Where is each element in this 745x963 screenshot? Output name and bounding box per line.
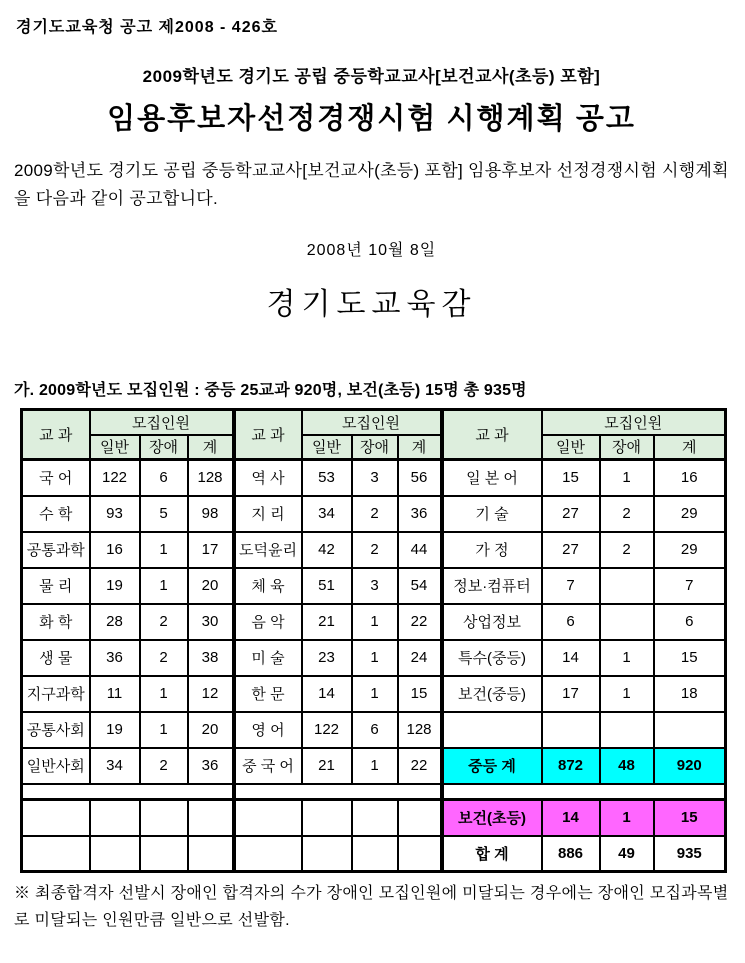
count-cell: 17 [542,676,600,712]
count-cell: 53 [302,460,352,496]
recruitment-table [20,408,727,873]
count-cell: 93 [90,496,140,532]
count-cell: 34 [90,748,140,784]
count-cell: 18 [654,676,726,712]
subtotal-count-cell: 920 [654,748,726,784]
header-general: 일반 [542,435,600,460]
subject-cell: 중 국 어 [234,748,302,784]
table-row [22,712,726,748]
subject-cell: 생 물 [22,640,90,676]
count-cell: 5 [140,496,188,532]
count-cell: 22 [398,604,442,640]
subject-cell: 기 술 [442,496,542,532]
spacer-cell [22,784,234,800]
count-cell: 20 [188,712,234,748]
count-cell: 27 [542,532,600,568]
subject-cell: 특수(중등) [442,640,542,676]
subject-cell: 정보·컴퓨터 [442,568,542,604]
table-row [22,676,726,712]
count-cell [600,712,654,748]
empty-cell [90,836,140,872]
header-recruit: 모집인원 [542,410,726,435]
header-recruit: 모집인원 [90,410,234,435]
grand-total-row [22,836,726,872]
header-total: 계 [188,435,234,460]
subject-cell: 수 학 [22,496,90,532]
subject-cell [442,712,542,748]
health-total-row [22,800,726,836]
subject-cell: 화 학 [22,604,90,640]
subject-cell: 공통사회 [22,712,90,748]
empty-cell [352,800,398,836]
empty-cell [234,800,302,836]
count-cell: 30 [188,604,234,640]
table-row [22,640,726,676]
subject-cell: 일 본 어 [442,460,542,496]
page-title: 임용후보자선정경쟁시험 시행계획 공고 [107,103,636,135]
count-cell: 24 [398,640,442,676]
grand-total-count-cell: 49 [600,836,654,872]
health-count-cell: 15 [654,800,726,836]
table-row [22,496,726,532]
subtotal-count-cell: 48 [600,748,654,784]
count-cell: 15 [542,460,600,496]
count-cell: 122 [302,712,352,748]
table-subheader-row [22,435,726,460]
count-cell: 2 [352,532,398,568]
count-cell: 7 [542,568,600,604]
count-cell: 1 [140,532,188,568]
count-cell: 1 [140,568,188,604]
count-cell: 22 [398,748,442,784]
count-cell: 38 [188,640,234,676]
count-cell: 128 [398,712,442,748]
count-cell [654,712,726,748]
empty-cell [234,836,302,872]
grand-total-count-cell: 935 [654,836,726,872]
subject-cell: 물 리 [22,568,90,604]
subject-cell: 지 리 [234,496,302,532]
count-cell: 34 [302,496,352,532]
count-cell [542,712,600,748]
header-subject: 교 과 [22,410,90,460]
count-cell: 1 [140,712,188,748]
subject-cell: 미 술 [234,640,302,676]
subject-cell: 일반사회 [22,748,90,784]
spacer-row [22,784,726,800]
header-subject: 교 과 [234,410,302,460]
count-cell: 128 [188,460,234,496]
count-cell: 1 [600,460,654,496]
count-cell: 27 [542,496,600,532]
header-total: 계 [398,435,442,460]
count-cell: 2 [600,496,654,532]
count-cell: 1 [600,640,654,676]
count-cell: 20 [188,568,234,604]
grand-total-count-cell: 886 [542,836,600,872]
count-cell: 17 [188,532,234,568]
header-recruit: 모집인원 [302,410,442,435]
empty-cell [188,836,234,872]
count-cell: 28 [90,604,140,640]
table-row [22,532,726,568]
empty-cell [22,800,90,836]
health-count-cell: 14 [542,800,600,836]
count-cell: 51 [302,568,352,604]
count-cell: 6 [654,604,726,640]
count-cell: 6 [542,604,600,640]
count-cell: 1 [352,676,398,712]
subject-cell: 체 육 [234,568,302,604]
count-cell: 6 [352,712,398,748]
count-cell: 14 [542,640,600,676]
count-cell: 2 [140,748,188,784]
empty-cell [22,836,90,872]
count-cell: 12 [188,676,234,712]
count-cell: 21 [302,748,352,784]
subject-cell: 도덕윤리 [234,532,302,568]
table-row [22,604,726,640]
table-header-row [22,410,726,435]
subject-cell: 지구과학 [22,676,90,712]
count-cell: 16 [90,532,140,568]
subject-cell: 상업정보 [442,604,542,640]
count-cell: 2 [140,640,188,676]
count-cell: 3 [352,568,398,604]
header-general: 일반 [302,435,352,460]
count-cell: 7 [654,568,726,604]
count-cell: 11 [90,676,140,712]
subtotal-label-cell: 중등 계 [442,748,542,784]
grand-total-label-cell: 합 계 [442,836,542,872]
count-cell: 1 [352,748,398,784]
count-cell: 6 [140,460,188,496]
count-cell: 44 [398,532,442,568]
empty-cell [90,800,140,836]
count-cell: 122 [90,460,140,496]
header-disabled: 장애 [140,435,188,460]
count-cell: 98 [188,496,234,532]
table-row [22,568,726,604]
subject-cell: 국 어 [22,460,90,496]
footnote: ※ 최종합격자 선발시 장애인 합격자의 수가 장애인 모집인원에 미달되는 경우에는 장애인 모집과목별로 미달되는 인원만큼 일반으로 선발함. [14,885,729,930]
empty-cell [352,836,398,872]
count-cell: 2 [140,604,188,640]
count-cell: 36 [90,640,140,676]
subject-cell: 역 사 [234,460,302,496]
count-cell: 21 [302,604,352,640]
count-cell: 42 [302,532,352,568]
spacer-cell [234,784,442,800]
subject-cell: 음 악 [234,604,302,640]
body-paragraph: 2009학년도 경기도 공립 중등학교교사[보건교사(초등) 포함] 임용후보자 선정경쟁시험 시행계획을 다음과 같이 공고합니다. [14,161,729,208]
count-cell [600,568,654,604]
header-disabled: 장애 [352,435,398,460]
date-line: 2008년 10월 8일 [306,242,437,260]
table-row [22,748,726,784]
count-cell: 15 [398,676,442,712]
count-cell: 1 [140,676,188,712]
empty-cell [140,836,188,872]
count-cell: 1 [352,604,398,640]
count-cell: 29 [654,532,726,568]
doc-subtitle: 2009학년도 경기도 공립 중등학교교사[보건교사(초등) 포함] [142,67,601,86]
count-cell: 2 [600,532,654,568]
subject-cell: 보건(중등) [442,676,542,712]
health-count-cell: 1 [600,800,654,836]
table-row [22,460,726,496]
empty-cell [398,800,442,836]
header-subject: 교 과 [442,410,542,460]
empty-cell [188,800,234,836]
count-cell: 29 [654,496,726,532]
subject-cell: 한 문 [234,676,302,712]
empty-cell [302,836,352,872]
health-label-cell: 보건(초등) [442,800,542,836]
count-cell: 16 [654,460,726,496]
subject-cell: 공통과학 [22,532,90,568]
doc-number: 경기도교육청 공고 제2008 - 426호 [16,19,278,36]
header-general: 일반 [90,435,140,460]
count-cell: 2 [352,496,398,532]
count-cell: 14 [302,676,352,712]
count-cell: 23 [302,640,352,676]
count-cell: 1 [352,640,398,676]
count-cell: 3 [352,460,398,496]
count-cell: 36 [188,748,234,784]
empty-cell [398,836,442,872]
empty-cell [302,800,352,836]
subtotal-count-cell: 872 [542,748,600,784]
count-cell: 15 [654,640,726,676]
count-cell: 56 [398,460,442,496]
count-cell: 19 [90,568,140,604]
count-cell [600,604,654,640]
empty-cell [140,800,188,836]
count-cell: 54 [398,568,442,604]
spacer-cell [442,784,726,800]
section-heading: 가. 2009학년도 모집인원 : 중등 25교과 920명, 보건(초등) 15명 총 935명 [14,382,527,400]
count-cell: 19 [90,712,140,748]
header-total: 계 [654,435,726,460]
count-cell: 36 [398,496,442,532]
count-cell: 1 [600,676,654,712]
subject-cell: 가 정 [442,532,542,568]
issuer-name: 경기도교육감 [266,288,477,322]
subject-cell: 영 어 [234,712,302,748]
header-disabled: 장애 [600,435,654,460]
